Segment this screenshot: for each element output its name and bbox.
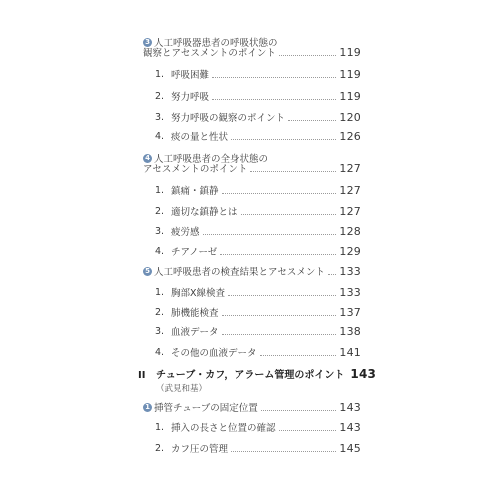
page-number: 137 <box>339 306 361 319</box>
page-number: 143 <box>339 401 361 414</box>
section-title-text: 挿管チューブの固定位置 <box>154 403 258 414</box>
chapter-title: チューブ・カフ，アラーム管理のポイント <box>156 370 345 381</box>
leader-dots <box>222 193 337 194</box>
toc-entry[interactable] <box>155 285 361 299</box>
item-label: 努力呼吸 <box>171 92 210 103</box>
leader-dots <box>212 77 336 78</box>
item-number: 3. <box>155 325 165 337</box>
page-number: 119 <box>339 46 361 59</box>
section-number-badge: 5 <box>143 267 152 276</box>
toc-entry[interactable] <box>155 110 361 124</box>
toc-entry-section-3[interactable] <box>143 45 361 59</box>
item-number: 1. <box>155 421 165 433</box>
toc-entry[interactable] <box>155 345 361 359</box>
page-number: 127 <box>339 205 361 218</box>
item-label: その他の血液データ <box>171 348 257 359</box>
toc-entry[interactable] <box>155 89 361 103</box>
page-number: 119 <box>339 68 361 81</box>
page-number: 143 <box>339 421 361 434</box>
item-label: 挿入の長さと位置の確認 <box>171 423 276 434</box>
item-label: 血液データ <box>171 327 219 338</box>
toc-entry[interactable] <box>155 420 361 434</box>
section-title-text: アセスメントのポイント <box>143 164 248 175</box>
item-number: 2. <box>155 90 165 102</box>
toc-entry[interactable] <box>155 224 361 238</box>
section-title-text: 人工呼吸患者の検査結果とアセスメント <box>154 267 325 278</box>
leader-dots <box>279 55 336 56</box>
item-label: 肺機能検査 <box>171 308 219 319</box>
page-number: 126 <box>339 130 361 143</box>
item-label: 呼吸困難 <box>171 70 210 81</box>
item-label: カフ圧の管理 <box>171 444 229 455</box>
page-number: 133 <box>339 286 361 299</box>
item-number: 1. <box>155 184 165 196</box>
section-title-text: 人工呼吸患者の全身状態の <box>154 154 269 165</box>
leader-dots <box>328 274 336 275</box>
chapter-number: II <box>138 370 146 381</box>
section-number-badge: 1 <box>143 403 152 412</box>
leader-dots <box>231 139 336 140</box>
toc-entry-section-4[interactable] <box>143 161 361 175</box>
item-number: 4. <box>155 346 165 358</box>
item-number: 2. <box>155 306 165 318</box>
page-number: 127 <box>339 162 361 175</box>
item-label: 胸部X線検査 <box>171 288 226 299</box>
page-number: 145 <box>339 442 361 455</box>
leader-dots <box>220 254 336 255</box>
item-label: 鎮痛・鎮静 <box>171 186 219 197</box>
item-label: 疲労感 <box>171 227 200 238</box>
leader-dots <box>222 334 337 335</box>
item-number: 3. <box>155 225 165 237</box>
page-number: 120 <box>339 111 361 124</box>
section-title-text: 人工呼吸器患者の呼吸状態の <box>154 38 278 49</box>
toc-entry[interactable] <box>155 204 361 218</box>
toc-entry[interactable] <box>155 67 361 81</box>
toc-entry[interactable] <box>155 183 361 197</box>
toc-entry-section-5[interactable] <box>143 264 361 278</box>
item-number: 1. <box>155 68 165 80</box>
item-number: 3. <box>155 111 165 123</box>
page-number: 129 <box>339 245 361 258</box>
section-number-badge: 4 <box>143 154 152 163</box>
page-number: 141 <box>339 346 361 359</box>
toc-entry-chapter-2[interactable] <box>138 366 377 381</box>
leader-dots <box>260 355 337 356</box>
leader-dots <box>203 234 337 235</box>
leader-dots <box>222 315 337 316</box>
leader-dots <box>241 214 337 215</box>
toc-entry[interactable] <box>155 324 361 338</box>
page-number: 128 <box>339 225 361 238</box>
item-label: 努力呼吸の観察のポイント <box>171 113 286 124</box>
toc-entry[interactable] <box>155 129 361 143</box>
page-number: 143 <box>350 367 377 381</box>
section-number-badge: 3 <box>143 38 152 47</box>
toc-entry[interactable] <box>155 305 361 319</box>
item-number: 4. <box>155 130 165 142</box>
item-number: 4. <box>155 245 165 257</box>
item-number: 1. <box>155 286 165 298</box>
toc-entry-section-1[interactable] <box>143 400 361 414</box>
chapter-author: （武見和基） <box>156 384 208 394</box>
leader-dots <box>228 295 336 296</box>
leader-dots <box>261 410 337 411</box>
toc-entry[interactable] <box>155 441 361 455</box>
toc-entry[interactable] <box>155 244 361 258</box>
leader-dots <box>231 451 336 452</box>
leader-dots <box>212 99 336 100</box>
item-label: 痰の量と性状 <box>171 132 229 143</box>
page-number: 133 <box>339 265 361 278</box>
page-number: 127 <box>339 184 361 197</box>
item-number: 2. <box>155 205 165 217</box>
item-label: 適切な鎮静とは <box>171 207 238 218</box>
item-number: 2. <box>155 442 165 454</box>
section-title-text: 観察とアセスメントのポイント <box>143 48 276 59</box>
page-number: 119 <box>339 90 361 103</box>
page-number: 138 <box>339 325 361 338</box>
leader-dots <box>279 430 337 431</box>
leader-dots <box>250 171 336 172</box>
item-label: チアノーゼ <box>171 247 218 258</box>
leader-dots <box>288 120 336 121</box>
